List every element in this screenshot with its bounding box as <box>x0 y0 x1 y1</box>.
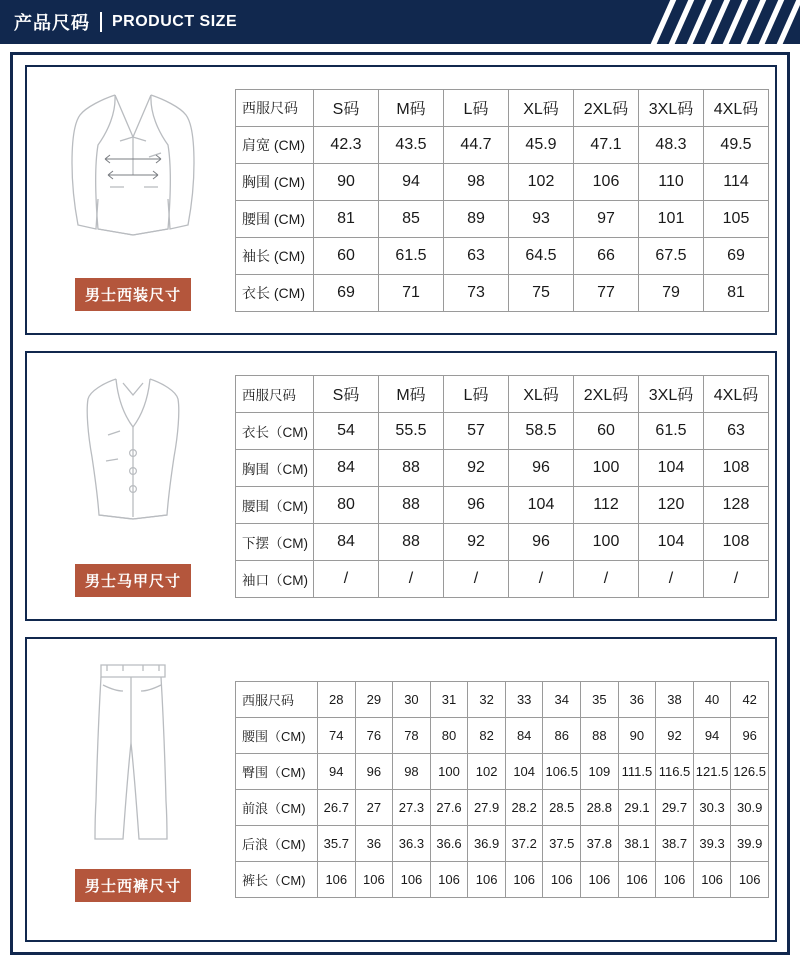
header-title-cn: 产品尺码 <box>14 13 90 33</box>
col-header: 35 <box>581 682 619 718</box>
col-header: 34 <box>543 682 581 718</box>
cell: 98 <box>393 754 431 790</box>
table-row <box>236 862 769 898</box>
cell: 63 <box>704 412 769 449</box>
col-header: 29 <box>355 682 393 718</box>
cell: 106 <box>318 862 356 898</box>
row-header: 肩宽 (CM) <box>236 126 314 163</box>
cell: 57 <box>444 412 509 449</box>
cell: 109 <box>581 754 619 790</box>
cell: 106 <box>468 862 506 898</box>
pants-size-table-wrap <box>231 647 769 932</box>
cell: 92 <box>444 449 509 486</box>
cell: 36.9 <box>468 826 506 862</box>
cell: 37.2 <box>505 826 543 862</box>
col-header: M码 <box>379 89 444 126</box>
cell: 86 <box>543 718 581 754</box>
cell: 71 <box>379 274 444 311</box>
cell: 98 <box>444 163 509 200</box>
cell: 43.5 <box>379 126 444 163</box>
cell: 105 <box>704 200 769 237</box>
pants-illustration-column <box>35 647 231 932</box>
section-suit <box>25 65 777 335</box>
table-row <box>236 523 769 560</box>
row-header: 衣长 (CM) <box>236 274 314 311</box>
col-header: 31 <box>430 682 468 718</box>
cell: 60 <box>314 237 379 274</box>
col-header: L码 <box>444 89 509 126</box>
col-header: 4XL码 <box>704 375 769 412</box>
cell: 94 <box>693 718 731 754</box>
cell: 82 <box>468 718 506 754</box>
suit-size-table-wrap <box>231 75 769 325</box>
cell: 92 <box>444 523 509 560</box>
cell: 104 <box>505 754 543 790</box>
cell: 84 <box>314 449 379 486</box>
table-row <box>236 449 769 486</box>
vest-size-table <box>235 375 769 598</box>
cell: 126.5 <box>731 754 769 790</box>
cell: 85 <box>379 200 444 237</box>
col-header: XL码 <box>509 89 574 126</box>
cell: 96 <box>509 449 574 486</box>
vest-icon <box>68 365 198 530</box>
col-header: 2XL码 <box>574 375 639 412</box>
cell: 38.1 <box>618 826 656 862</box>
suit-illustration-column <box>35 75 231 325</box>
col-header: 3XL码 <box>639 89 704 126</box>
badge-suit: 男士西装尺寸 <box>75 278 191 311</box>
table-header-row <box>236 375 769 412</box>
cell: 39.9 <box>731 826 769 862</box>
cell: 64.5 <box>509 237 574 274</box>
pants-size-table <box>235 681 769 898</box>
cell: 48.3 <box>639 126 704 163</box>
cell: 60 <box>574 412 639 449</box>
cell: 104 <box>509 486 574 523</box>
col-header: 30 <box>393 682 431 718</box>
row-header: 腰围（CM) <box>236 718 318 754</box>
cell: 93 <box>509 200 574 237</box>
cell: 84 <box>505 718 543 754</box>
table-row <box>236 237 769 274</box>
cell: 49.5 <box>704 126 769 163</box>
col-header: 40 <box>693 682 731 718</box>
col-header: 西服尺码 <box>236 89 314 126</box>
row-header: 前浪（CM) <box>236 790 318 826</box>
cell: 37.5 <box>543 826 581 862</box>
cell: 97 <box>574 200 639 237</box>
cell: 61.5 <box>379 237 444 274</box>
col-header: 2XL码 <box>574 89 639 126</box>
cell: 42.3 <box>314 126 379 163</box>
cell: 77 <box>574 274 639 311</box>
cell: / <box>704 560 769 597</box>
cell: 36.3 <box>393 826 431 862</box>
cell: 106 <box>543 862 581 898</box>
col-header: 4XL码 <box>704 89 769 126</box>
table-row <box>236 560 769 597</box>
cell: 106 <box>430 862 468 898</box>
cell: 36.6 <box>430 826 468 862</box>
cell: 39.3 <box>693 826 731 862</box>
row-header: 衣长（CM) <box>236 412 314 449</box>
cell: / <box>509 560 574 597</box>
cell: 26.7 <box>318 790 356 826</box>
cell: 90 <box>618 718 656 754</box>
cell: 96 <box>731 718 769 754</box>
cell: 104 <box>639 523 704 560</box>
cell: 106 <box>505 862 543 898</box>
table-header-row <box>236 89 769 126</box>
cell: 66 <box>574 237 639 274</box>
cell: 28.2 <box>505 790 543 826</box>
table-row <box>236 826 769 862</box>
cell: 106 <box>393 862 431 898</box>
cell: 110 <box>639 163 704 200</box>
cell: 96 <box>509 523 574 560</box>
content-frame <box>10 52 790 955</box>
cell: 94 <box>379 163 444 200</box>
cell: 96 <box>444 486 509 523</box>
col-header: 36 <box>618 682 656 718</box>
page-header <box>0 0 800 44</box>
cell: 104 <box>639 449 704 486</box>
suit-jacket-icon <box>58 79 208 244</box>
cell: 30.3 <box>693 790 731 826</box>
row-header: 胸围（CM) <box>236 449 314 486</box>
cell: 100 <box>430 754 468 790</box>
cell: 27.6 <box>430 790 468 826</box>
cell: 88 <box>379 486 444 523</box>
header-stripes-decoration <box>650 0 800 44</box>
row-header: 袖口（CM) <box>236 560 314 597</box>
row-header: 裤长（CM) <box>236 862 318 898</box>
cell: 69 <box>704 237 769 274</box>
section-vest <box>25 351 777 621</box>
cell: 45.9 <box>509 126 574 163</box>
cell: 100 <box>574 449 639 486</box>
col-header: S码 <box>314 89 379 126</box>
col-header: 32 <box>468 682 506 718</box>
cell: 81 <box>314 200 379 237</box>
cell: / <box>379 560 444 597</box>
row-header: 腰围（CM) <box>236 486 314 523</box>
cell: 27.3 <box>393 790 431 826</box>
cell: 54 <box>314 412 379 449</box>
col-header: 28 <box>318 682 356 718</box>
cell: 102 <box>509 163 574 200</box>
cell: 29.7 <box>656 790 694 826</box>
cell: 106 <box>574 163 639 200</box>
cell: 84 <box>314 523 379 560</box>
cell: 106.5 <box>543 754 581 790</box>
cell: 67.5 <box>639 237 704 274</box>
cell: 106 <box>355 862 393 898</box>
cell: 90 <box>314 163 379 200</box>
cell: 28.8 <box>581 790 619 826</box>
cell: 79 <box>639 274 704 311</box>
row-header: 下摆（CM) <box>236 523 314 560</box>
table-row <box>236 274 769 311</box>
col-header: L码 <box>444 375 509 412</box>
cell: 55.5 <box>379 412 444 449</box>
cell: 89 <box>444 200 509 237</box>
cell: 38.7 <box>656 826 694 862</box>
cell: 78 <box>393 718 431 754</box>
cell: 58.5 <box>509 412 574 449</box>
cell: 44.7 <box>444 126 509 163</box>
cell: 120 <box>639 486 704 523</box>
col-header: M码 <box>379 375 444 412</box>
row-header: 后浪（CM) <box>236 826 318 862</box>
col-header: XL码 <box>509 375 574 412</box>
cell: 106 <box>581 862 619 898</box>
vest-size-table-wrap <box>231 361 769 611</box>
col-header: 西服尺码 <box>236 682 318 718</box>
cell: 101 <box>639 200 704 237</box>
cell: 30.9 <box>731 790 769 826</box>
cell: 111.5 <box>618 754 656 790</box>
cell: 28.5 <box>543 790 581 826</box>
col-header: 西服尺码 <box>236 375 314 412</box>
cell: 88 <box>379 449 444 486</box>
table-row <box>236 754 769 790</box>
cell: 80 <box>430 718 468 754</box>
cell: 74 <box>318 718 356 754</box>
cell: 80 <box>314 486 379 523</box>
header-divider <box>100 12 102 32</box>
cell: 102 <box>468 754 506 790</box>
cell: 37.8 <box>581 826 619 862</box>
badge-vest: 男士马甲尺寸 <box>75 564 191 597</box>
cell: 106 <box>731 862 769 898</box>
cell: 61.5 <box>639 412 704 449</box>
cell: / <box>314 560 379 597</box>
row-header: 腰围 (CM) <box>236 200 314 237</box>
badge-pants: 男士西裤尺寸 <box>75 869 191 902</box>
cell: 128 <box>704 486 769 523</box>
table-row <box>236 790 769 826</box>
cell: 121.5 <box>693 754 731 790</box>
vest-illustration-column <box>35 361 231 611</box>
cell: 112 <box>574 486 639 523</box>
table-row <box>236 163 769 200</box>
cell: 81 <box>704 274 769 311</box>
cell: 108 <box>704 449 769 486</box>
table-header-row <box>236 682 769 718</box>
cell: 69 <box>314 274 379 311</box>
header-title-en: PRODUCT SIZE <box>112 13 238 30</box>
cell: 73 <box>444 274 509 311</box>
cell: 75 <box>509 274 574 311</box>
cell: 36 <box>355 826 393 862</box>
section-pants <box>25 637 777 942</box>
table-row <box>236 200 769 237</box>
cell: 35.7 <box>318 826 356 862</box>
row-header: 臀围（CM) <box>236 754 318 790</box>
table-row <box>236 486 769 523</box>
table-row <box>236 718 769 754</box>
col-header: 42 <box>731 682 769 718</box>
cell: 116.5 <box>656 754 694 790</box>
cell: 29.1 <box>618 790 656 826</box>
trousers-icon <box>73 651 193 851</box>
cell: / <box>574 560 639 597</box>
cell: 108 <box>704 523 769 560</box>
cell: 106 <box>618 862 656 898</box>
cell: 94 <box>318 754 356 790</box>
cell: 88 <box>581 718 619 754</box>
cell: 106 <box>693 862 731 898</box>
cell: 47.1 <box>574 126 639 163</box>
cell: 27.9 <box>468 790 506 826</box>
col-header: 33 <box>505 682 543 718</box>
cell: / <box>639 560 704 597</box>
cell: 106 <box>656 862 694 898</box>
table-row <box>236 126 769 163</box>
cell: 88 <box>379 523 444 560</box>
cell: 92 <box>656 718 694 754</box>
col-header: 3XL码 <box>639 375 704 412</box>
col-header: 38 <box>656 682 694 718</box>
suit-size-table <box>235 89 769 312</box>
cell: / <box>444 560 509 597</box>
row-header: 袖长 (CM) <box>236 237 314 274</box>
col-header: S码 <box>314 375 379 412</box>
table-row <box>236 412 769 449</box>
cell: 100 <box>574 523 639 560</box>
row-header: 胸围 (CM) <box>236 163 314 200</box>
cell: 63 <box>444 237 509 274</box>
cell: 114 <box>704 163 769 200</box>
cell: 27 <box>355 790 393 826</box>
cell: 96 <box>355 754 393 790</box>
cell: 76 <box>355 718 393 754</box>
